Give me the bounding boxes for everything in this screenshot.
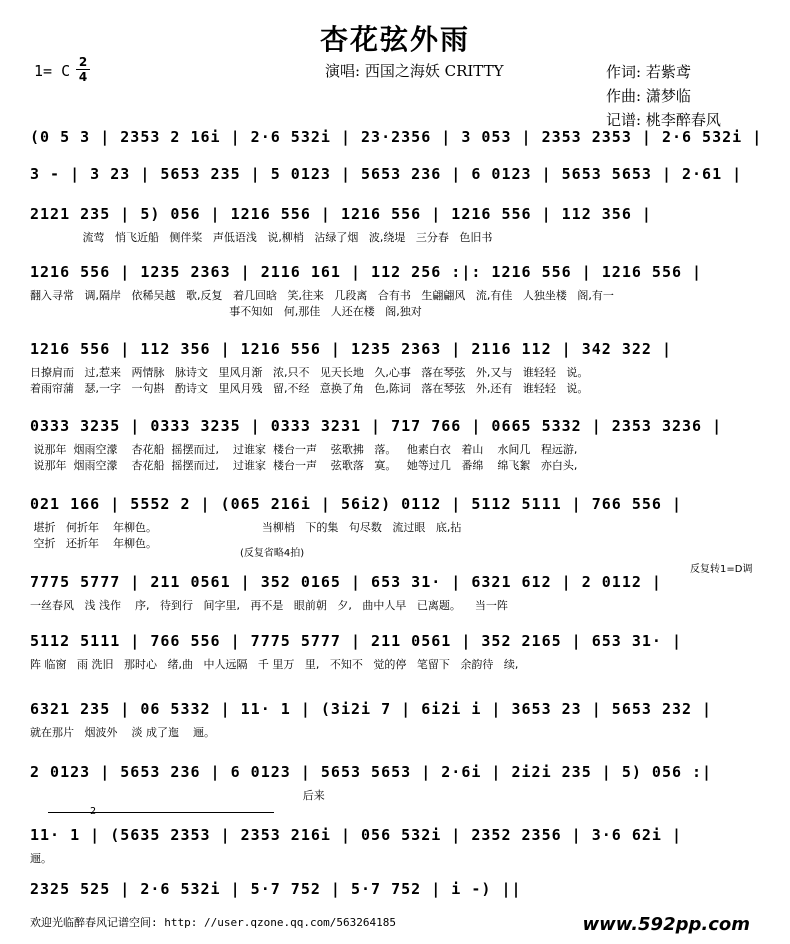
- time-signature: [76, 56, 90, 83]
- lyric-line: 说那年 烟雨空濛 杏花船 摇摆而过, 过谁家 楼台一声 弦歌拂 落。 他素白衣 着山 水间几 程远游,: [30, 443, 578, 456]
- lyric-line: 阵 临窗 雨 洗旧 那时心 绪,曲 中人远隔 千 里万 里, 不知不 觉的停 笔留下 余韵待 续,: [30, 658, 519, 671]
- lyricist-credit: 作词: 若紫鸢: [606, 63, 691, 81]
- lyric-line: 日撩肩而 过,惹来 两情脉 脉诗文 里风月渐 浓,只不 见天长地 久,心事 落在琴弦 外,又与 谁轻轻 说。: [30, 366, 589, 379]
- notation-row: 3 - | 3 23 | 5653 235 | 5 0123 | 5653 236 | 6 0123 | 5653 5653 | 2·61 |: [30, 165, 743, 183]
- song-title: 杏花弦外雨: [319, 23, 470, 56]
- notation-row: 11· 1 | (5635 2353 | 2353 216i | 056 532i | 2352 2356 | 3·6 62i |: [30, 826, 682, 844]
- key-signature: 1= C: [34, 62, 71, 80]
- notation-row: 021 166 | 5552 2 | (065 216i | 56i2) 0112 | 5112 5111 | 766 556 |: [30, 495, 682, 513]
- watermark: www.592pp.com: [582, 914, 750, 935]
- singer-credit: 演唱: 西国之海妖 CRITTY: [325, 62, 504, 80]
- volta-label: 2: [90, 806, 97, 817]
- lyric-line: 翻入寻常 调,隔岸 依稀吴越 歌,反复 着几回晗 笑,往来 几段离 合有书 生翩翩风 流,有佳 人独坐楼 阁,有一: [30, 289, 614, 302]
- lyric-line: 逦。: [30, 852, 52, 865]
- lyric-line-second-verse: 说那年 烟雨空濛 杏花船 摇摆而过, 过谁家 楼台一声 弦歌落 寞。 她等过几 番绵 绵飞絮 亦白头,: [30, 459, 578, 472]
- notation-row: 1216 556 | 1235 2363 | 2116 161 | 112 256 :|: 1216 556 | 1216 556 |: [30, 263, 703, 281]
- notation-row: (0 5 3 | 2353 2 16i | 2·6 532i | 23·2356 | 3 053 | 2353 2353 | 2·6 532i |: [30, 128, 763, 146]
- key-change-note: 反复转1=D调: [690, 564, 753, 575]
- repeat-omit-note: (反复省略4拍): [240, 548, 305, 559]
- lyric-line-second-verse: 着雨帘蒲 瑟,一字 一句斟 酌诗文 里风月残 留,不经 意换了角 色,陈词 落在琴弦 外,还有 谁轻轻 说。: [30, 382, 589, 395]
- lyric-line: 流莺 悄飞近船 侧伴桨 声低语浅 说,柳梢 沾绿了烟 波,绕堤 三分春 色旧书: [30, 231, 493, 244]
- lyric-line-second-verse: 事不知如 何,那佳 人还在楼 阁,独对: [30, 305, 422, 318]
- lyric-line: 就在那片 烟波外 淡 成了迤 逦。: [30, 726, 215, 739]
- credits-block: [606, 60, 721, 132]
- notation-row: 5112 5111 | 766 556 | 7775 5777 | 211 0561 | 352 2165 | 653 31· |: [30, 632, 682, 650]
- lyric-line: 堪折 何折年 年柳色。 当柳梢 下的集 句尽数 流过眼 底,拈: [30, 521, 462, 534]
- lyric-line: 一丝春风 浅 浅作 序, 待到行 间字里, 再不是 眼前朝 夕, 曲中人早 已离题。 当一阵: [30, 599, 508, 612]
- notation-row: 2121 235 | 5) 056 | 1216 556 | 1216 556 | 1216 556 | 112 356 |: [30, 205, 652, 223]
- volta-bracket: [48, 812, 274, 813]
- meter-bottom: 4: [78, 70, 88, 84]
- notation-row: 7775 5777 | 211 0561 | 352 0165 | 653 31· | 6321 612 | 2 0112 |: [30, 573, 662, 591]
- meter-top: 2: [78, 55, 88, 69]
- notation-row: 0333 3235 | 0333 3235 | 0333 3231 | 717 766 | 0665 5332 | 2353 3236 |: [30, 417, 723, 435]
- notation-row: 2325 525 | 2·6 532i | 5·7 752 | 5·7 752 | i -) ||: [30, 880, 522, 898]
- composer-credit: 作曲: 潇梦临: [606, 87, 691, 105]
- transcriber-credit: 记谱: 桃李醉春风: [606, 111, 721, 129]
- notation-row: 1216 556 | 112 356 | 1216 556 | 1235 2363 | 2116 112 | 342 322 |: [30, 340, 672, 358]
- footer-text: 欢迎光临醉春风记谱空间: http: //user.qzone.qq.com/563264185: [30, 916, 397, 929]
- notation-row: 2 0123 | 5653 236 | 6 0123 | 5653 5653 | 2·6i | 2i2i 235 | 5) 056 :|: [30, 763, 713, 781]
- lyric-line: 后来: [30, 789, 325, 802]
- lyric-line-second-verse: 空折 还折年 年柳色。: [30, 537, 157, 550]
- notation-row: 6321 235 | 06 5332 | 11· 1 | (3i2i 7 | 6i2i i | 3653 23 | 5653 232 |: [30, 700, 713, 718]
